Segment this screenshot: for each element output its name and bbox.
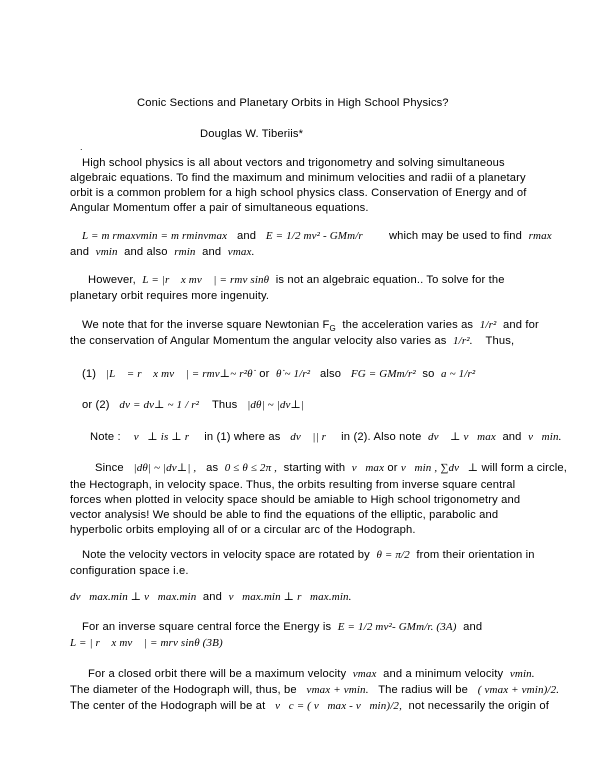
and-text: and bbox=[502, 431, 522, 443]
equation-label: or (2) bbox=[82, 399, 110, 411]
paragraph-however-line1 bbox=[88, 273, 505, 287]
dtheta-relation: |dθ| ~ |dv⊥| bbox=[247, 399, 305, 411]
thus-text: Thus bbox=[211, 399, 238, 411]
closed-orbit-text: For a closed orbit there will be a maximum velocity bbox=[88, 668, 347, 680]
and-text: and bbox=[70, 246, 90, 258]
or-text: or bbox=[259, 368, 270, 380]
angular-momentum-magnitude: |L⃗ = r⃗ x mv⃗ | = rmv⊥~ r²θ̇ bbox=[105, 368, 253, 380]
center-expr: v⃗c = ( v⃗max - v⃗min)/2, bbox=[275, 700, 402, 712]
paragraph-hectograph-rest: the Hectograph, in velocity space. Thus, the orbits resulting from inverse square central forces when plotted in velocity space should be amiable to High school trigonometry and vector analysis! We should be able to find the equations of the elliptic, parabolic and hyperbolic orbits employing all of or a circular arc of the Hodograph. bbox=[70, 479, 521, 536]
angular-momentum-equation-3b: L = | r⃗ x mv⃗ | = mrv sinθ (3B) bbox=[70, 637, 223, 649]
energy-equation-3a: E = 1/2 mv²- GMm/r. (3A) bbox=[337, 621, 457, 633]
vmin-symbol: vmin. bbox=[509, 668, 535, 680]
note-label: Note : bbox=[90, 431, 121, 443]
author-line: Douglas W. Tiberiis* bbox=[200, 128, 304, 140]
and-text: and bbox=[202, 591, 223, 603]
or-text: or bbox=[387, 462, 398, 474]
note-line bbox=[90, 430, 562, 444]
equation-conservation bbox=[82, 229, 552, 243]
paragraph-intro: High school physics is all about vectors and trigonometry and solving simultaneous algebraic equations. To find the maximum and minimum velocities and radii of a planetary orbit is a common problem for a high school physics class. Conservation of Energy and of Angular Momentum offer a pair of simultaneous equations. bbox=[70, 157, 527, 214]
rotation-text-end: from their orientation in bbox=[416, 549, 535, 561]
radius-text: The radius will be bbox=[378, 684, 468, 696]
theta-range: 0 ≤ θ ≤ 2π , bbox=[224, 462, 278, 474]
paragraph-hodograph-line3 bbox=[70, 699, 549, 713]
energy-text: For an inverse square central force the Energy is bbox=[82, 621, 332, 633]
also-text: also bbox=[320, 368, 342, 380]
paragraph-hodograph-line1 bbox=[88, 667, 535, 681]
so-text: so bbox=[422, 368, 435, 380]
vmax-vector: v⃗max bbox=[351, 462, 385, 474]
equation-1 bbox=[82, 367, 475, 381]
perpendicular-relation: v⃗⊥ is ⊥ r⃗ bbox=[133, 431, 198, 443]
starting-with-text: starting with bbox=[283, 462, 346, 474]
dtheta-relation: |dθ| ~ |dv⊥| , bbox=[133, 462, 197, 474]
center-text: The center of the Hodograph will be at bbox=[70, 700, 266, 712]
paragraph-hodograph-line2 bbox=[70, 683, 559, 697]
gravity-force: FG = GMm/r² bbox=[350, 368, 416, 380]
minimum-velocity-text: and a minimum velocity bbox=[383, 668, 504, 680]
as-text: as bbox=[206, 462, 219, 474]
angular-momentum-vector-expr: L = |r⃗ x mv⃗ | = rmv sinθ bbox=[142, 274, 270, 286]
rmin-symbol: rmin bbox=[174, 246, 196, 258]
force-subscript: G bbox=[329, 324, 336, 334]
paragraph-however-line2: planetary orbit requires more ingenuity. bbox=[70, 290, 270, 302]
theta-dot-relation: θ̇ ~ 1/r² bbox=[276, 368, 311, 380]
rotation-angle: θ = π/2 bbox=[376, 549, 410, 561]
rmax-symbol: rmax bbox=[528, 230, 552, 242]
dv-perp-vmax: dv⃗ ⊥ v⃗max bbox=[428, 431, 496, 443]
vmax-symbol: vmax. bbox=[227, 246, 255, 258]
and-also-text: and also bbox=[124, 246, 168, 258]
vmin-symbol: vmin bbox=[95, 246, 118, 258]
angular-momentum-equation: L = m rmaxvmin = m rminvmax bbox=[82, 230, 228, 242]
angular-velocity-text: the conservation of Angular Momentum the angular velocity also varies as bbox=[70, 335, 447, 347]
inverse-r-squared: 1/r² bbox=[479, 319, 497, 331]
however-text: However, bbox=[88, 274, 136, 286]
stray-dot: . bbox=[80, 142, 83, 152]
paragraph-inverse-square-line2 bbox=[70, 334, 514, 348]
paragraph-energy-line2 bbox=[70, 636, 223, 650]
will-form-text: will form a circle, bbox=[481, 462, 568, 474]
energy-equation: E = 1/2 mv² - GMm/r bbox=[265, 230, 363, 242]
parallel-relation: dv⃗ || r⃗ bbox=[290, 431, 335, 443]
vmin-vector: v⃗min. bbox=[528, 431, 562, 443]
thus-text: Thus, bbox=[485, 335, 515, 347]
equation-2 bbox=[82, 398, 304, 412]
since-text: Since bbox=[95, 462, 124, 474]
equation-label: (1) bbox=[82, 368, 97, 380]
acceleration-relation: a ~ 1/r² bbox=[441, 368, 476, 380]
paragraph-energy-line1 bbox=[82, 620, 482, 634]
note-text: in (2). Also note bbox=[341, 431, 422, 443]
equation-conservation-line2 bbox=[70, 245, 255, 259]
paragraph-hectograph-line1 bbox=[95, 461, 567, 475]
not-origin-text: not necessarily the origin of bbox=[408, 700, 550, 712]
equation-orthogonality bbox=[70, 590, 352, 604]
and-text: and bbox=[236, 230, 257, 242]
note-text: in (1) where as bbox=[204, 431, 281, 443]
vmax-symbol: vmax bbox=[352, 668, 377, 680]
paragraph-rotation-line2: configuration space i.e. bbox=[70, 565, 189, 577]
sum-dv-perp: ∑dv⃗⊥ bbox=[440, 462, 479, 474]
which-text: which may be used to find bbox=[388, 230, 523, 242]
dv-perp-v-relation: dv⃗max.min ⊥ v⃗max.min bbox=[70, 591, 197, 603]
paragraph-rotation-line1 bbox=[82, 548, 535, 562]
radius-expr: ( vmax + vmin)/2. bbox=[477, 684, 560, 696]
diameter-expr: vmax + vmin. bbox=[306, 684, 369, 696]
v-perp-r-relation: v⃗max.min ⊥ r⃗max.min. bbox=[228, 591, 352, 603]
paper-title: Conic Sections and Planetary Orbits in High School Physics? bbox=[137, 97, 449, 109]
and-for-text: and for bbox=[503, 319, 539, 331]
however-rest-text: is not an algebraic equation.. To solve for the bbox=[275, 274, 505, 286]
acceleration-text: the acceleration varies as bbox=[342, 319, 474, 331]
inverse-r-squared: 1/r². bbox=[452, 335, 473, 347]
dv-relation: dv = dv⊥ ~ 1 / r² bbox=[119, 399, 200, 411]
rotation-text: Note the velocity vectors in velocity space are rotated by bbox=[82, 549, 370, 561]
inverse-square-text: We note that for the inverse square Newtonian F bbox=[82, 319, 330, 331]
and-text: and bbox=[202, 246, 222, 258]
vmin-vector: v⃗min , bbox=[400, 462, 438, 474]
and-text: and bbox=[463, 621, 483, 633]
diameter-text: The diameter of the Hodograph will, thus, be bbox=[70, 684, 297, 696]
